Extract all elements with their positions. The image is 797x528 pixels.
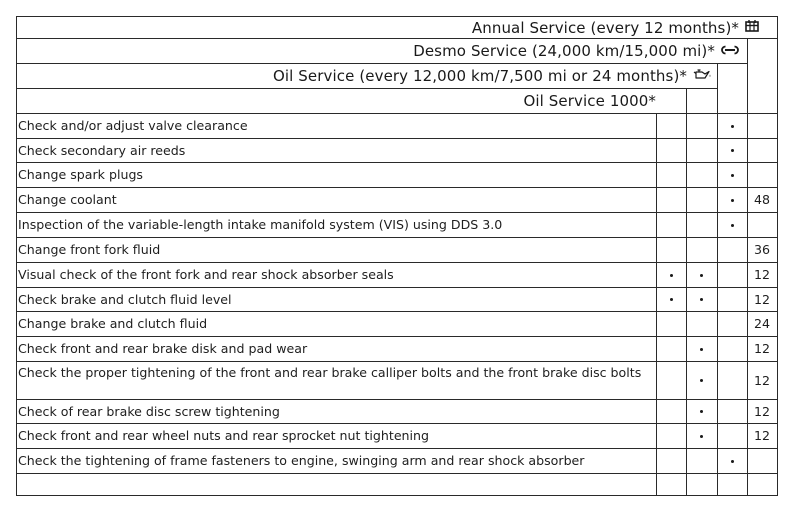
- table-row: [16, 423, 778, 448]
- frame-bottom-line: [16, 495, 778, 496]
- annual-months-value: 12: [753, 428, 771, 443]
- task-label: Check the proper tightening of the front and rear brake calliper bolts and the front brake disc bolts: [18, 365, 642, 380]
- mark-oil: [700, 298, 703, 301]
- header-oil1000-label: Oil Service 1000*: [523, 92, 656, 110]
- table-row: [16, 262, 778, 287]
- task-label: Check brake and clutch fluid level: [18, 292, 232, 307]
- table-row: [16, 162, 778, 187]
- mark-oil: [700, 435, 703, 438]
- annual-months-value: 12: [753, 404, 771, 419]
- header-annual-label: Annual Service (every 12 months)*: [471, 19, 739, 37]
- mark-oil1000: [670, 274, 673, 277]
- table-row: [16, 399, 778, 423]
- annual-months-value: 12: [753, 341, 771, 356]
- mark-desmo: [731, 125, 734, 128]
- task-label: Change front fork fluid: [18, 242, 161, 257]
- mark-oil: [700, 410, 703, 413]
- task-label: Check secondary air reeds: [18, 143, 186, 158]
- annual-months-value: 12: [753, 373, 771, 388]
- annual-months-value: 24: [753, 316, 771, 331]
- header-desmo-label: Desmo Service (24,000 km/15,000 mi)*: [413, 42, 715, 60]
- annual-months-value: 12: [753, 267, 771, 282]
- header-oil-label: Oil Service (every 12,000 km/7,500 mi or 24 months)*: [273, 67, 687, 85]
- mark-oil: [700, 379, 703, 382]
- task-label: Inspection of the variable-length intake manifold system (VIS) using DDS 3.0: [18, 217, 503, 232]
- table-row: [16, 336, 778, 361]
- calendar-icon: [745, 15, 759, 39]
- table-row: [16, 138, 778, 162]
- mark-oil1000: [670, 298, 673, 301]
- table-row: [16, 212, 778, 237]
- row-line: [16, 473, 777, 474]
- maintenance-schedule-table: [16, 16, 778, 510]
- header-desmo-service: [413, 39, 739, 63]
- table-row: [16, 311, 778, 336]
- task-label: Visual check of the front fork and rear shock absorber seals: [18, 267, 394, 282]
- mark-desmo: [731, 460, 734, 463]
- table-row: [16, 287, 778, 311]
- table-row: [16, 113, 778, 138]
- header-oil-service-1000: [524, 89, 657, 113]
- task-label: Change coolant: [18, 192, 117, 207]
- mark-desmo: [731, 149, 734, 152]
- table-row: [16, 187, 778, 212]
- task-label: Check front and rear brake disk and pad wear: [18, 341, 308, 356]
- mark-desmo: [731, 174, 734, 177]
- task-label: Check front and rear wheel nuts and rear sprocket nut tightening: [18, 428, 430, 443]
- annual-months-value: 48: [753, 192, 771, 207]
- annual-months-value: 12: [753, 292, 771, 307]
- task-label: Change brake and clutch fluid: [18, 316, 208, 331]
- table-row: [16, 237, 778, 262]
- table-row: [16, 361, 778, 399]
- header-oil-service: [273, 64, 711, 88]
- task-label: Check of rear brake disc screw tightening: [18, 404, 280, 419]
- mark-oil: [700, 348, 703, 351]
- task-label: Change spark plugs: [18, 167, 143, 182]
- task-label: Check the tightening of frame fasteners to engine, swinging arm and rear shock absorber: [18, 453, 585, 468]
- header-annual-service: [472, 16, 759, 40]
- mark-oil: [700, 274, 703, 277]
- mark-desmo: [731, 199, 734, 202]
- annual-months-value: 36: [753, 242, 771, 257]
- oil-can-icon: [693, 63, 711, 87]
- table-row: [16, 448, 778, 473]
- wrench-icon: [721, 38, 739, 62]
- task-label: Check and/or adjust valve clearance: [18, 118, 248, 133]
- mark-desmo: [731, 224, 734, 227]
